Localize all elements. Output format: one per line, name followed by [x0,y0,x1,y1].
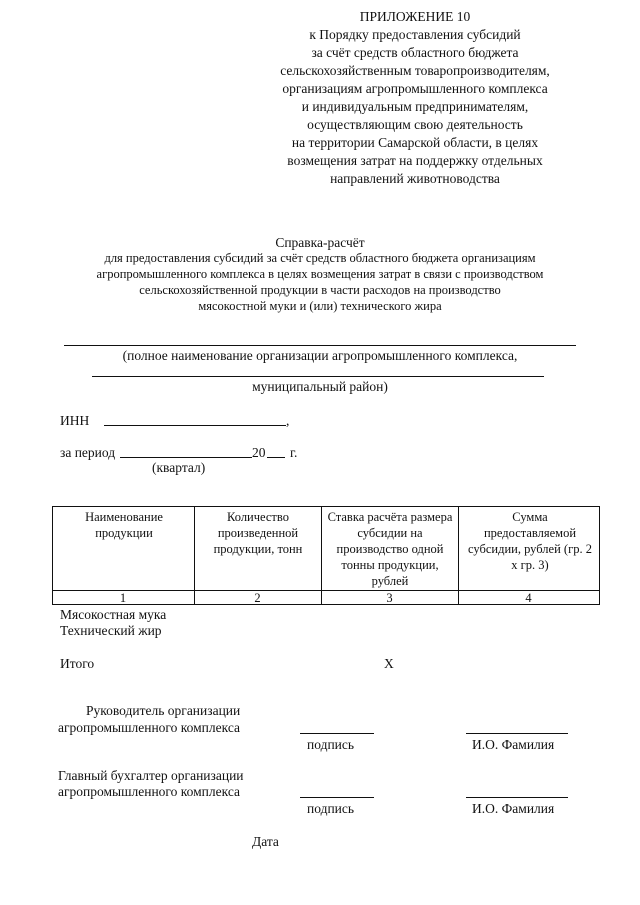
document-title: Справка-расчёт [275,235,365,250]
appendix-line: к Порядку предоставления субсидий [309,27,521,42]
appendix-line: за счёт средств областного бюджета [311,45,519,60]
subtitle-line: мясокостной муки и (или) технического жира [198,299,442,313]
appendix-line: на территории Самарской области, в целях [291,135,539,150]
appendix-line: направлений животноводства [330,171,500,186]
table-col-number: 3 [386,591,393,605]
accountant-title-line: Главный бухгалтер организации [58,768,244,783]
appendix-line: осуществляющим свою деятельность [307,117,523,132]
table-col-number: 1 [119,591,127,605]
table-col-number: 4 [525,591,532,605]
inn-label: ИНН [60,413,90,428]
org-district-caption: муниципальный район) [252,379,388,394]
appendix-line: и индивидуальным предпринимателям, [301,99,529,114]
document-subtitle [40,250,600,314]
period-year-line[interactable] [267,457,285,458]
subtitle-line: для предоставления субсидий за счёт средств областного бюджета организациям [104,251,536,265]
org-district-line[interactable] [92,376,544,377]
period-caption: (квартал) [152,460,206,475]
org-name-line[interactable] [64,345,576,346]
accountant-signature-line[interactable] [300,797,374,798]
table-col-divider [194,506,195,604]
period-year-suffix: г. [290,445,298,460]
total-label: Итого [60,656,95,671]
table-border-top [52,506,600,507]
head-name-caption: И.О. Фамилия [472,737,555,752]
appendix-line: возмещения затрат на поддержку отдельных [287,153,543,168]
org-name-caption: (полное наименование организации агропромышленного комплекса, [122,348,518,363]
table-header-rate: Ставка расчёта размера субсидии на производство одной тонны продукции, рублей [327,510,453,588]
inn-comma: , [286,413,290,428]
date-label: Дата [252,834,279,849]
table-header-quantity: Количество произведенной продукции, тонн [213,510,303,556]
table-border-right [599,506,600,604]
accountant-name-caption: И.О. Фамилия [472,801,555,816]
accountant-title-line: агропромышленного комплекса [58,784,240,799]
table-header-product: Наименование продукции [85,510,163,540]
table-col-divider [321,506,322,604]
period-quarter-line[interactable] [120,457,252,458]
appendix-header [250,8,580,188]
table-col-divider [458,506,459,604]
subtitle-line: агропромышленного комплекса в целях возмещения затрат в связи с производством [96,267,544,281]
appendix-line: сельскохозяйственным товаропроизводителям, [280,63,550,78]
appendix-line: организациям агропромышленного комплекса [282,81,548,96]
head-title-line: агропромышленного комплекса [58,720,240,735]
head-name-line[interactable] [466,733,568,734]
subtitle-line: сельскохозяйственной продукции в части расходов на производство [139,283,501,297]
period-label: за период [60,445,116,460]
accountant-signature-caption: подпись [307,801,355,816]
table-col-number: 2 [254,591,261,605]
accountant-name-line[interactable] [466,797,568,798]
head-signature-caption: подпись [307,737,355,752]
head-title-line: Руководитель организации [86,703,241,718]
inn-field-line[interactable] [104,425,286,426]
table-header-sum: Сумма предоставляемой субсидии, рублей (гр. 2 х гр. 3) [468,510,592,572]
head-signature-line[interactable] [300,733,374,734]
total-mark: Х [384,656,394,671]
period-year-label: 20 [252,445,266,460]
table-row-label: Мясокостная мука [60,607,167,622]
table-border-left [52,506,53,604]
table-row-label: Технический жир [60,623,162,638]
appendix-line: ПРИЛОЖЕНИЕ 10 [359,9,471,24]
